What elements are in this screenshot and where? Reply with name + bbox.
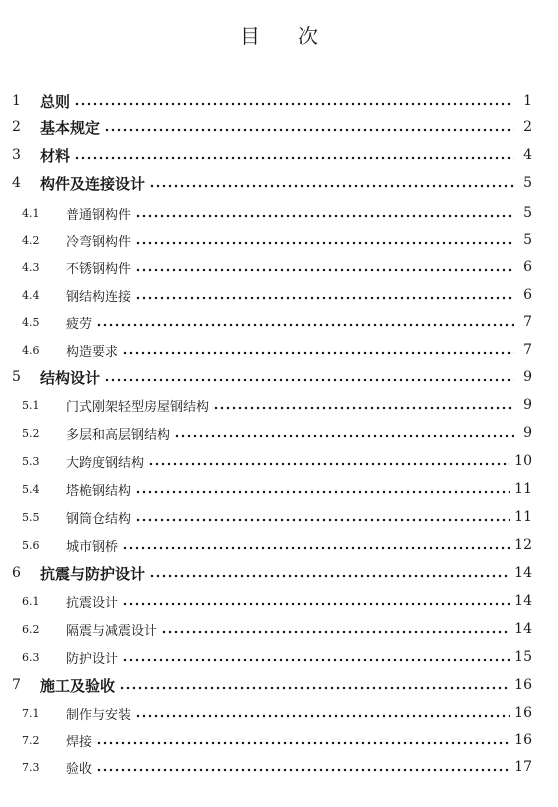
toc-section-entry[interactable] [22,616,532,642]
toc-entry-title: 门式刚架轻型房屋钢结构 [66,399,210,415]
toc-entry-title: 焊接 [66,734,93,750]
toc-entry-number: 5.3 [22,454,40,468]
toc-entry-number: 6.1 [22,594,40,608]
toc-entry-title: 不锈钢构件 [66,261,132,277]
toc-entry-number: 7.2 [22,733,40,747]
toc-entry-page-number: 4 [523,147,532,163]
toc-entry-number: 7.1 [22,706,40,720]
toc-entry-page-number: 16 [514,677,532,693]
dot-leader [135,288,514,302]
toc-entry-page-number: 5 [523,175,532,191]
toc-section-entry[interactable] [22,309,532,335]
toc-entry-title: 构件及连接设计 [40,174,146,193]
dot-leader [119,678,510,692]
toc-section-entry[interactable] [22,754,532,780]
toc-entry-number: 5 [12,369,21,385]
toc-entry-page-number: 6 [523,287,532,303]
toc-entry-title: 普通钢构件 [66,207,132,223]
toc-entry-title: 结构设计 [40,368,101,387]
toc-entry-number: 4.1 [22,206,40,220]
toc-entry-number: 4.6 [22,343,40,357]
toc-entry-page-number: 11 [514,509,532,525]
toc-entry-page-number: 16 [514,705,532,721]
toc-entry-page-number: 9 [523,425,532,441]
dot-leader [96,315,514,329]
toc-entry-title: 塔桅钢结构 [66,483,132,499]
toc-entry-number: 7 [12,677,21,693]
toc-entry-number: 5.1 [22,398,40,412]
toc-entry-number: 5.2 [22,426,40,440]
toc-entry-page-number: 16 [514,732,532,748]
title-part-1: 目 [240,24,260,48]
toc-chapter-entry[interactable] [12,364,532,390]
toc-entry-title: 钢筒仓结构 [66,511,132,527]
toc-entry-number: 2 [12,119,21,135]
dot-leader [104,120,514,134]
toc-entry-title: 大跨度钢结构 [66,455,145,471]
page-title [0,20,558,49]
toc-entry-number: 4.4 [22,288,40,302]
toc-section-entry[interactable] [22,448,532,474]
dot-leader [135,482,510,496]
toc-entry-page-number: 5 [523,232,532,248]
toc-entry-title: 城市钢桥 [66,539,119,555]
toc-entry-number: 5.6 [22,538,40,552]
toc-section-entry[interactable] [22,282,532,308]
toc-entry-page-number: 6 [523,259,532,275]
dot-leader [149,176,514,190]
toc-entry-number: 1 [12,93,21,109]
dot-leader [96,760,510,774]
toc-entry-page-number: 7 [523,342,532,358]
toc-entry-title: 基本规定 [40,118,101,137]
toc-section-entry[interactable] [22,532,532,558]
toc-entry-page-number: 14 [514,621,532,637]
dot-leader [174,426,514,440]
toc-entry-title: 构造要求 [66,344,119,360]
toc-entry-page-number: 10 [514,453,532,469]
toc-entry-number: 4.5 [22,315,40,329]
toc-entry-title: 抗震设计 [66,595,119,611]
toc-entry-page-number: 14 [514,593,532,609]
toc-entry-number: 6.3 [22,650,40,664]
dot-leader [74,94,514,108]
toc-section-entry[interactable] [22,504,532,530]
toc-entry-title: 验收 [66,761,93,777]
toc-chapter-entry[interactable] [12,560,532,586]
toc-entry-title: 多层和高层钢结构 [66,427,171,443]
toc-entry-page-number: 9 [523,397,532,413]
dot-leader [213,398,514,412]
toc-section-entry[interactable] [22,227,532,253]
toc-entry-number: 4.2 [22,233,40,247]
toc-entry-title: 隔震与减震设计 [66,623,158,639]
dot-leader [135,206,514,220]
toc-chapter-entry[interactable] [12,114,532,140]
toc-chapter-entry[interactable] [12,672,532,698]
toc-entry-title: 防护设计 [66,651,119,667]
toc-entry-page-number: 12 [514,537,532,553]
dot-leader [149,566,510,580]
toc-entry-number: 5.4 [22,482,40,496]
toc-entry-title: 钢结构连接 [66,289,132,305]
dot-leader [161,622,510,636]
toc-section-entry[interactable] [22,476,532,502]
toc-section-entry[interactable] [22,588,532,614]
dot-leader [135,510,510,524]
toc-entry-title: 总则 [40,92,71,111]
toc-section-entry[interactable] [22,644,532,670]
toc-section-entry[interactable] [22,727,532,753]
toc-entry-number: 7.3 [22,760,40,774]
dot-leader [122,594,510,608]
toc-entry-number: 6.2 [22,622,40,636]
toc-entry-title: 疲劳 [66,316,93,332]
dot-leader [96,733,510,747]
dot-leader [135,233,514,247]
dot-leader [122,650,510,664]
toc-entry-number: 6 [12,565,21,581]
toc-entry-page-number: 17 [514,759,532,775]
toc-entry-title: 抗震与防护设计 [40,564,146,583]
toc-entry-title: 施工及验收 [40,676,116,695]
toc-entry-title: 材料 [40,146,71,165]
toc-section-entry[interactable] [22,200,532,226]
dot-leader [122,343,514,357]
toc-chapter-entry[interactable] [12,88,532,114]
dot-leader [74,148,514,162]
toc-entry-page-number: 7 [523,314,532,330]
toc-entry-number: 4 [12,175,21,191]
toc-entry-number: 3 [12,147,21,163]
toc-section-entry[interactable] [22,420,532,446]
toc-entry-number: 4.3 [22,260,40,274]
toc-section-entry[interactable] [22,337,532,363]
toc-entry-page-number: 2 [523,119,532,135]
toc-entry-page-number: 14 [514,565,532,581]
toc-entry-page-number: 15 [514,649,532,665]
dot-leader [122,538,510,552]
dot-leader [104,370,514,384]
toc-chapter-entry[interactable] [12,142,532,168]
toc-section-entry[interactable] [22,254,532,280]
toc-entry-title: 冷弯钢构件 [66,234,132,250]
toc-entry-page-number: 1 [523,93,532,109]
toc-entry-page-number: 9 [523,369,532,385]
toc-section-entry[interactable] [22,700,532,726]
toc-chapter-entry[interactable] [12,170,532,196]
dot-leader [135,706,510,720]
title-part-2: 次 [298,24,318,48]
dot-leader [148,454,510,468]
toc-entry-page-number: 5 [523,205,532,221]
toc-entry-page-number: 11 [514,481,532,497]
toc-entry-number: 5.5 [22,510,40,524]
toc-entry-title: 制作与安装 [66,707,132,723]
dot-leader [135,260,514,274]
toc-section-entry[interactable] [22,392,532,418]
